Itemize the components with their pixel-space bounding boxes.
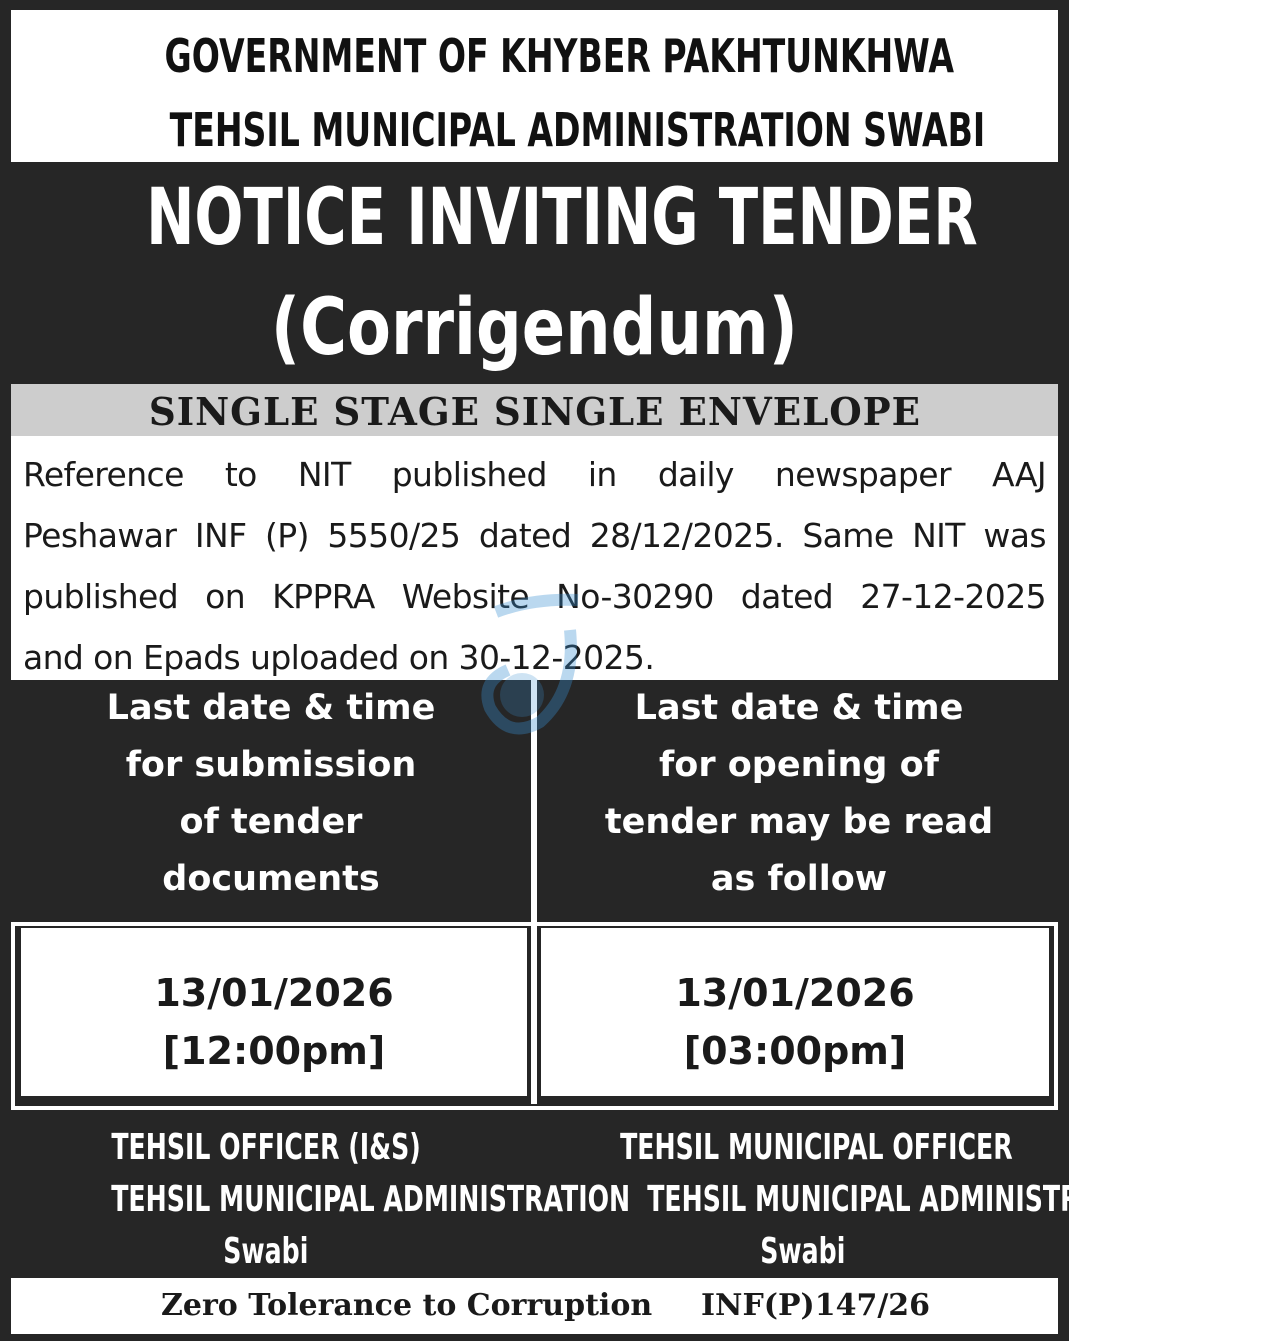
reference-line: Reference to NIT published in daily newspaper AAJ: [23, 455, 1046, 494]
footer-bar: [11, 1278, 1058, 1334]
government-title: GOVERNMENT OF KHYBER PAKHTUNKHWA: [164, 29, 954, 83]
envelope-band: SINGLE STAGE SINGLE ENVELOPE: [11, 384, 1058, 436]
submission-header: Last date & time for submission of tender documents: [106, 688, 436, 899]
reference-line: Peshawar INF (P) 5550/25 dated 28/12/2025. Same NIT was: [23, 516, 1046, 555]
signatory-office: TEHSIL MUNICIPAL ADMINISTRATION: [111, 1179, 631, 1220]
anti-corruption-slogan: Zero Tolerance to Corruption: [161, 1288, 653, 1323]
signatory-place: Swabi: [759, 1231, 846, 1272]
reference-paragraph: [11, 436, 1058, 680]
inf-number: INF(P)147/26: [701, 1288, 931, 1323]
header-box: [11, 10, 1058, 162]
opening-cell: [539, 926, 1051, 1098]
notice-title: NOTICE INVITING TENDER: [146, 173, 978, 263]
signatory-title: TEHSIL OFFICER (I&S): [111, 1127, 421, 1168]
reference-line: and on Epads uploaded on 30-12-2025.: [23, 638, 655, 677]
signatory-place: Swabi: [223, 1231, 309, 1272]
submission-time: [12:00pm]: [162, 1029, 386, 1073]
signature-left: [0, 1122, 631, 1278]
reference-line: published on KPPRA Website No-30290 dated 27-12-2025: [23, 577, 1046, 616]
submission-cell: [19, 926, 529, 1098]
signatory-office: TEHSIL MUNICIPAL ADMINISTRATION: [647, 1179, 1167, 1220]
opening-time: [03:00pm]: [683, 1029, 907, 1073]
submission-date: 13/01/2026: [154, 971, 394, 1015]
opening-header: Last date & time for opening of tender may be read as follow: [604, 688, 994, 899]
signatory-title: TEHSIL MUNICIPAL OFFICER: [620, 1127, 1013, 1168]
opening-date: 13/01/2026: [675, 971, 915, 1015]
corrigendum-subtitle: (Corrigendum): [270, 283, 799, 373]
signature-right: [536, 1122, 1167, 1278]
column-divider: [531, 680, 537, 1104]
administration-title: TEHSIL MUNICIPAL ADMINISTRATION SWABI: [169, 103, 986, 157]
